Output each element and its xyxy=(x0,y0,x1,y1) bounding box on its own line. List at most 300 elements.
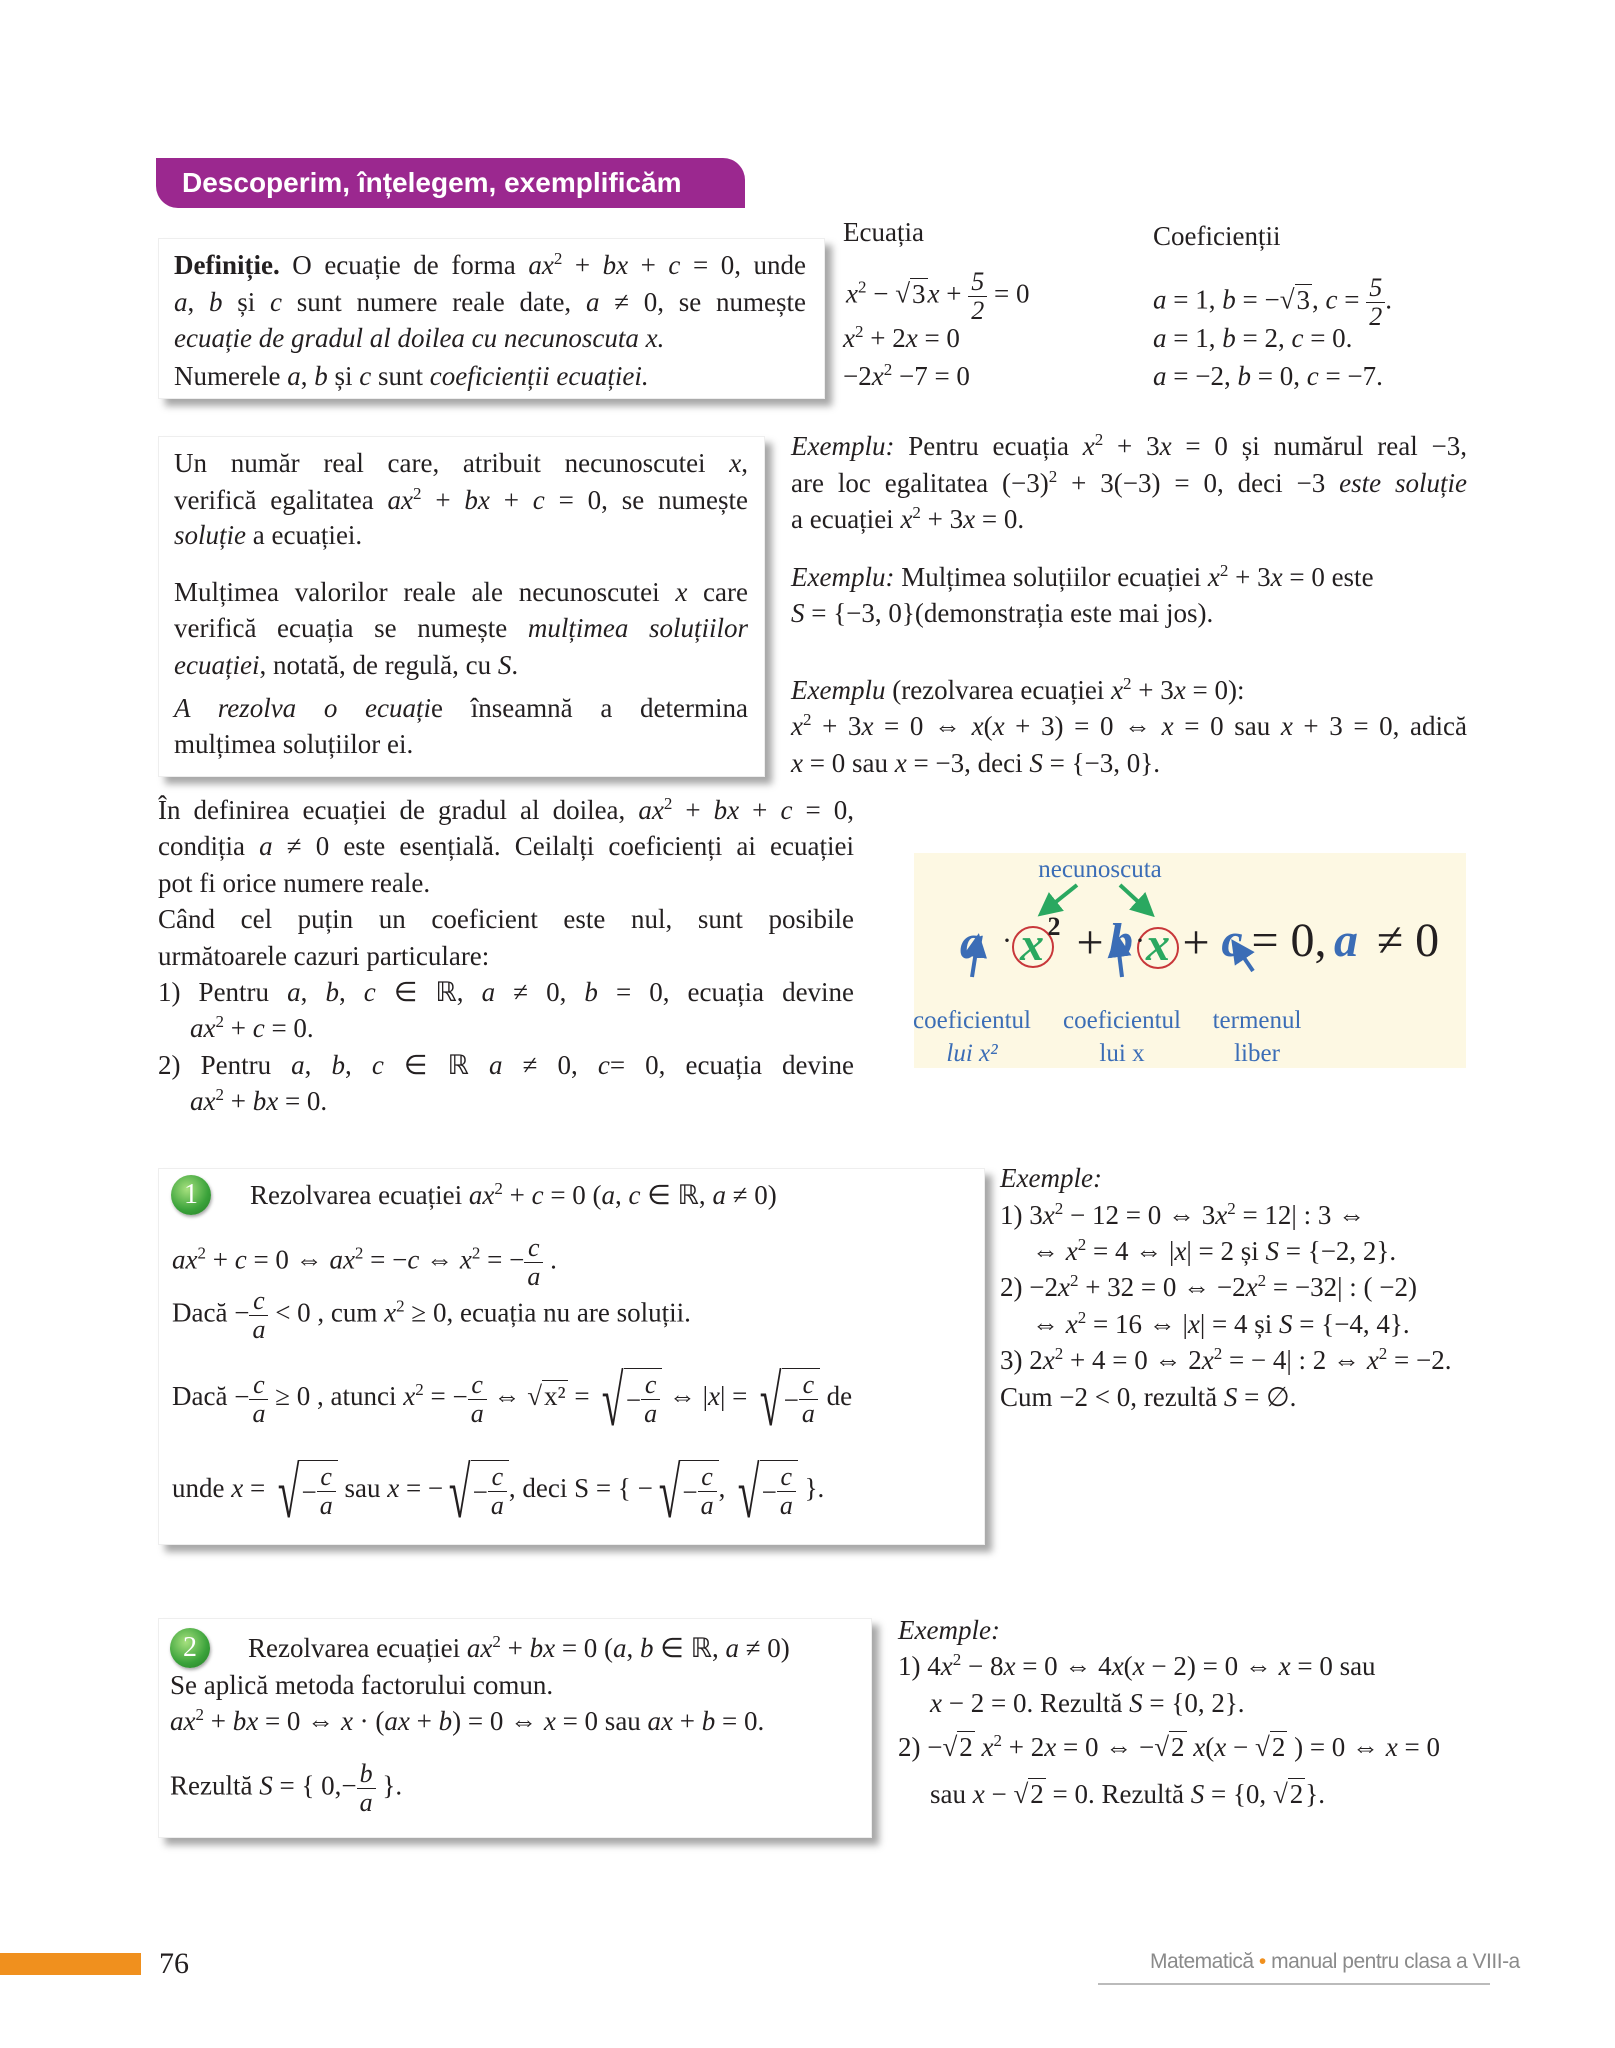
example-line xyxy=(791,428,1467,464)
text: = − 4| : 2 ⇔ xyxy=(1222,1345,1367,1375)
text: | = 4 și xyxy=(1199,1309,1280,1339)
fraction xyxy=(524,1234,543,1291)
text: = − xyxy=(363,1244,408,1275)
italic-text: bx xyxy=(464,485,490,515)
italic-text: bx xyxy=(713,795,740,825)
superscript: 2 xyxy=(1094,430,1104,449)
superscript: 2 xyxy=(396,1296,405,1316)
case1-line xyxy=(172,1233,557,1291)
example-line xyxy=(898,1648,1376,1684)
superscript: 2 xyxy=(215,1085,224,1104)
text: = xyxy=(1337,284,1367,315)
fraction xyxy=(317,1463,336,1520)
text: a ecuației xyxy=(791,504,901,534)
example-line xyxy=(1032,1306,1410,1342)
denominator: a xyxy=(527,1262,541,1291)
italic-text: x xyxy=(1082,431,1095,461)
text: e înseamnă a determina xyxy=(431,693,748,723)
italic-text: c xyxy=(532,485,545,515)
text: , xyxy=(718,1473,733,1504)
footer-accent-bar xyxy=(0,1953,141,1975)
text: . xyxy=(543,1244,557,1275)
text: = 0 xyxy=(987,278,1030,309)
text: = {−3, 0}. xyxy=(1042,748,1160,778)
text: = xyxy=(243,1473,272,1504)
page-number: 76 xyxy=(159,1947,189,1980)
italic-text: a xyxy=(1153,361,1167,391)
coefficient-row xyxy=(1153,320,1352,356)
numerator: c xyxy=(799,1371,818,1400)
italic-text: Exemplu: xyxy=(791,431,895,461)
italic-text: x xyxy=(1280,711,1293,741)
text: unde xyxy=(172,1473,232,1504)
text: sunt xyxy=(371,361,430,391)
case1-line xyxy=(172,1453,825,1533)
text: Rezolvarea ecuației xyxy=(250,1180,469,1210)
denominator: a xyxy=(490,1491,504,1520)
text: = 12| : 3 ⇔ xyxy=(1235,1200,1366,1230)
italic-text: a xyxy=(585,287,600,317)
example-line xyxy=(1000,1342,1452,1378)
footer-rule xyxy=(1098,1983,1490,1985)
italic-text: bx xyxy=(602,250,629,280)
text: 1) 4 xyxy=(898,1651,941,1681)
italic-text: b xyxy=(701,1706,716,1736)
italic-text: ax xyxy=(172,1244,198,1275)
italic-text: c xyxy=(531,1180,544,1210)
text: −7 = 0 xyxy=(892,361,970,391)
superscript: 2 xyxy=(492,1632,501,1651)
text: Se aplică metoda factorului comun. xyxy=(170,1670,554,1700)
text: Rezultă xyxy=(170,1770,260,1801)
text: | = xyxy=(720,1381,755,1412)
text: = 0 ⇔ xyxy=(246,1244,330,1275)
italic-text: x xyxy=(1215,1200,1228,1230)
text: ( xyxy=(983,711,993,741)
radicand: 2 xyxy=(1171,1732,1185,1762)
italic-text: c xyxy=(1306,361,1319,391)
italic-text: x xyxy=(971,711,984,741)
text: 2) Pentru xyxy=(158,1050,292,1080)
text: și xyxy=(327,361,360,391)
text xyxy=(975,1732,982,1762)
example-line xyxy=(1000,1160,1102,1196)
text: + 3) = 0 ⇔ xyxy=(1004,711,1162,741)
italic-text: x xyxy=(1132,1651,1145,1681)
italic-text: a xyxy=(287,977,301,1007)
italic-text: x xyxy=(992,711,1005,741)
italic-text: x xyxy=(861,711,874,741)
radical-icon: √ xyxy=(527,1381,543,1412)
italic-text: x xyxy=(1065,1236,1078,1266)
solution-line xyxy=(174,610,748,646)
square-root xyxy=(1273,1778,1305,1809)
definition-line xyxy=(174,247,806,283)
italic-text: x xyxy=(1187,1309,1200,1339)
arrow-to-x xyxy=(1120,885,1146,909)
fraction xyxy=(249,1371,268,1428)
text: condiția xyxy=(158,831,260,861)
italic-text: S xyxy=(1190,1779,1205,1809)
text: = 0 xyxy=(1397,1732,1441,1762)
equation-row xyxy=(846,267,1030,325)
text: a ecuației. xyxy=(246,520,363,550)
square-root xyxy=(1280,284,1312,315)
fraction xyxy=(357,1760,376,1817)
text: = 16 ⇔ | xyxy=(1086,1309,1188,1339)
text: , deci S = { − xyxy=(508,1473,653,1504)
italic-text: S xyxy=(791,598,805,628)
text: ⇔ xyxy=(1032,1236,1066,1266)
italic-text: bx xyxy=(529,1633,556,1663)
numerator: b xyxy=(357,1760,376,1789)
text: + xyxy=(205,1244,235,1275)
text: + xyxy=(673,1706,702,1736)
radicand: 2 xyxy=(959,1732,973,1762)
quadratic-form-diagram xyxy=(914,853,1466,1068)
text: = 0, ecuația devine xyxy=(609,1050,855,1080)
italic-text: x xyxy=(930,1688,942,1718)
text: = { 0, xyxy=(272,1770,342,1801)
italic-text: S xyxy=(1223,1382,1238,1412)
text: . xyxy=(511,650,519,680)
example-line xyxy=(791,672,1245,708)
italic-text: S xyxy=(1279,1309,1293,1339)
example-line xyxy=(1032,1233,1396,1269)
denominator: a xyxy=(252,1398,266,1428)
text: , xyxy=(1312,284,1326,315)
fraction xyxy=(1366,274,1385,331)
fraction-group xyxy=(1366,274,1385,331)
text: = {0, 2}. xyxy=(1142,1688,1245,1718)
italic-text: bx xyxy=(252,1086,279,1116)
numerator: c xyxy=(249,1287,268,1316)
label-coefficient-x: coeficientul xyxy=(1063,1007,1181,1034)
text: = 2, xyxy=(1235,323,1292,353)
text: . xyxy=(1385,284,1392,315)
radicand: 2 xyxy=(1271,1732,1286,1762)
text: , xyxy=(338,977,364,1007)
case2-line xyxy=(170,1703,764,1739)
italic-text: a xyxy=(481,977,496,1007)
italic-text: ax xyxy=(528,250,554,280)
paragraph-line xyxy=(158,938,489,974)
text: = 0 ⇔ xyxy=(873,711,972,741)
unknown-x-squared: x xyxy=(1020,918,1044,971)
text: ⇔ xyxy=(1032,1309,1066,1339)
denominator: a xyxy=(779,1491,793,1520)
unknown-label: necunoscuta xyxy=(1038,856,1162,883)
denominator: 2 xyxy=(1369,302,1383,331)
text: ⇔ xyxy=(419,1244,460,1275)
italic-text: c xyxy=(1325,284,1338,315)
numerator: c xyxy=(524,1234,543,1263)
numerator: c xyxy=(468,1371,487,1400)
text: = 1, xyxy=(1166,323,1223,353)
superscript: 2 xyxy=(912,503,921,522)
denominator: a xyxy=(470,1398,484,1428)
italic-text: S xyxy=(259,1770,273,1801)
text: ) = 0 ⇔ xyxy=(452,1706,544,1736)
italic-text: Exemplu: xyxy=(791,562,895,592)
superscript: 2 xyxy=(1257,1271,1267,1290)
text: care xyxy=(687,577,748,607)
radicand: 2 xyxy=(1289,1779,1304,1809)
label-free-term: termenul xyxy=(1212,1007,1302,1034)
paragraph-line xyxy=(158,1047,854,1083)
text: ∈ ℝ xyxy=(383,1050,490,1080)
italic-text: b xyxy=(438,1706,453,1736)
text: , notată, de regulă, cu xyxy=(259,650,498,680)
italic-text: ax xyxy=(190,1013,216,1043)
text: de xyxy=(819,1381,853,1412)
italic-text: b xyxy=(331,1050,346,1080)
example-line xyxy=(791,559,1374,595)
exponent: 2 xyxy=(1047,912,1061,941)
text: și xyxy=(222,287,271,317)
text: ≠ 0) xyxy=(725,1180,777,1210)
radicand: 2 xyxy=(1030,1779,1044,1809)
italic-text: ax xyxy=(384,1706,410,1736)
italic-text: c xyxy=(359,361,372,391)
numerator: c xyxy=(777,1463,796,1492)
italic-text: x xyxy=(1003,1651,1016,1681)
text: Rezolvarea ecuației xyxy=(248,1633,467,1663)
italic-text: x xyxy=(1065,1309,1078,1339)
italic-text: x xyxy=(1159,431,1172,461)
text: Un număr real care, atribuit necunoscutei xyxy=(174,448,730,478)
text: verifică egalitatea xyxy=(174,485,388,515)
superscript: 2 xyxy=(413,484,422,503)
text: 2) − xyxy=(898,1732,943,1762)
italic-text: x xyxy=(1201,1345,1214,1375)
numerator: c xyxy=(698,1463,717,1492)
example-line xyxy=(930,1685,1245,1721)
italic-text: a xyxy=(174,287,188,317)
square-root xyxy=(1255,1731,1287,1762)
italic-text: a xyxy=(287,361,301,391)
italic-text: x xyxy=(843,323,855,353)
radical-icon: √ xyxy=(1279,284,1295,315)
section-title: Descoperim, înțelegem, exemplificăm xyxy=(182,167,682,198)
text: , xyxy=(615,1180,629,1210)
fraction xyxy=(698,1463,717,1520)
superscript: 2 xyxy=(354,1243,364,1263)
italic-text: x xyxy=(459,1244,472,1275)
solution-line xyxy=(174,726,413,762)
italic-text: x xyxy=(1366,1345,1379,1375)
text: + xyxy=(223,1086,253,1116)
italic-text: S xyxy=(1029,748,1043,778)
superscript: 2 xyxy=(1077,1235,1087,1254)
italic-text: b xyxy=(209,287,223,317)
radical-icon: √ xyxy=(1272,1779,1288,1809)
numerator: c xyxy=(249,1371,268,1400)
text: ∈ ℝ, xyxy=(375,977,482,1007)
text: = −32| : ( −2) xyxy=(1266,1272,1417,1302)
text: = 0 ⇔ − xyxy=(1056,1732,1155,1762)
italic-text: x xyxy=(340,1706,353,1736)
solution-line xyxy=(174,574,748,610)
text: = 0. xyxy=(278,1086,328,1116)
text: sau xyxy=(337,1473,388,1504)
minus-sign: − xyxy=(234,1297,250,1328)
example-line xyxy=(791,745,1160,781)
minus-sign: − xyxy=(452,1381,468,1412)
example-line xyxy=(1000,1269,1417,1305)
text: 1) Pentru xyxy=(158,977,288,1007)
superscript: 2 xyxy=(663,794,673,813)
square-root-of-fraction xyxy=(443,1453,509,1533)
text: Pentru ecuația xyxy=(894,431,1083,461)
coefficient-row xyxy=(1153,358,1383,394)
fraction xyxy=(488,1463,507,1520)
fraction xyxy=(468,1371,487,1428)
text: + xyxy=(672,795,714,825)
radical-icon: √ xyxy=(737,1453,760,1533)
superscript: 2 xyxy=(494,1179,503,1198)
denominator: a xyxy=(359,1788,373,1817)
superscript: 2 xyxy=(1054,1344,1064,1363)
text: , xyxy=(741,448,748,478)
text: −2 xyxy=(843,361,872,391)
radical-icon: √ xyxy=(1255,1732,1270,1762)
text: are loc egalitatea (−3) xyxy=(791,468,1049,498)
text: 2) −2 xyxy=(1000,1272,1058,1302)
italic-text: a xyxy=(1153,323,1167,353)
text: + 3(−3) = 0, deci −3 xyxy=(1057,468,1340,498)
text: = 1, xyxy=(1166,284,1223,315)
italic-text: x xyxy=(729,448,742,478)
superscript: 2 xyxy=(1219,561,1229,580)
text: = {−3, 0}(demonstrația este mai jos). xyxy=(804,598,1214,628)
minus-sign: − xyxy=(682,1476,698,1507)
example-line xyxy=(791,501,1024,537)
text: Mulțimea valorilor reale ale necunoscutei xyxy=(174,577,676,607)
italic-text: a xyxy=(489,1050,503,1080)
italic-text: soluție xyxy=(174,520,246,550)
paragraph-line xyxy=(158,865,430,901)
fraction xyxy=(249,1287,268,1344)
italic-text: b xyxy=(1237,361,1251,391)
paragraph-line xyxy=(158,901,854,937)
text: + 3 xyxy=(1228,562,1271,592)
text: Numerele xyxy=(174,361,288,391)
text: = −3, deci xyxy=(906,748,1030,778)
text: = {−4, 4}. xyxy=(1292,1309,1410,1339)
case1-line xyxy=(172,1361,853,1441)
text: ≠ 0) xyxy=(738,1633,790,1663)
plus-sign: + xyxy=(1076,916,1104,969)
text: + 32 = 0 ⇔ −2 xyxy=(1078,1272,1246,1302)
italic-text: x xyxy=(1385,1732,1398,1762)
text: | = 2 și xyxy=(1186,1236,1266,1266)
italic-text: a xyxy=(259,831,273,861)
text: = 0 sau xyxy=(1290,1651,1376,1681)
italic-text: x xyxy=(905,323,918,353)
radicand xyxy=(782,1368,820,1428)
italic-text: b xyxy=(1222,284,1236,315)
radicand xyxy=(471,1460,509,1520)
radical-icon: √ xyxy=(1013,1779,1029,1809)
text: + 2 xyxy=(1002,1732,1045,1762)
bold-text: Definiție. xyxy=(174,250,280,280)
italic-text: x xyxy=(1173,675,1186,705)
italic-text: b xyxy=(1222,323,1236,353)
equation-row xyxy=(843,320,960,356)
minus-sign: − xyxy=(341,1770,357,1801)
text: următoarele cazuri particulare: xyxy=(158,941,490,971)
italic-text: Exemple: xyxy=(1000,1163,1102,1193)
italic-text: x xyxy=(403,1381,416,1412)
text: ⇔ xyxy=(486,1381,528,1412)
text: = 0 ⇔ 4 xyxy=(1015,1651,1112,1681)
radical-icon: √ xyxy=(602,1361,624,1441)
definition-line xyxy=(174,320,664,356)
text: , xyxy=(304,1050,332,1080)
text: Cum −2 < 0, rezultă xyxy=(1000,1382,1224,1412)
text: , xyxy=(187,287,210,317)
italic-text: x xyxy=(1111,675,1124,705)
text: − xyxy=(866,278,896,309)
text: + xyxy=(739,795,781,825)
text: (rezolvarea ecuației xyxy=(885,675,1112,705)
italic-text: x xyxy=(1278,1651,1291,1681)
bullet-icon: • xyxy=(1258,1950,1266,1973)
minus-sign: − xyxy=(783,1384,799,1415)
text: sau xyxy=(930,1779,973,1809)
italic-text: ax xyxy=(387,485,413,515)
superscript: 2 xyxy=(1069,1271,1079,1290)
case2-line xyxy=(170,1759,403,1817)
italic-text: x xyxy=(1057,1272,1070,1302)
example-line xyxy=(898,1612,1000,1648)
text: = 0. Rezultă xyxy=(1045,1779,1191,1809)
example-line xyxy=(1000,1197,1365,1233)
coefficients-column-header: Coeficienții xyxy=(1153,221,1281,251)
italic-text: Exemplu xyxy=(791,675,886,705)
radical-icon: √ xyxy=(895,278,911,309)
radical-icon: √ xyxy=(759,1361,782,1441)
italic-text: c xyxy=(1291,323,1304,353)
superscript: 2 xyxy=(1213,1344,1223,1363)
example-line xyxy=(791,708,1467,744)
text: − 8 xyxy=(961,1651,1004,1681)
numerator: c xyxy=(317,1463,336,1492)
text: }. xyxy=(375,1770,403,1801)
text: = 0. xyxy=(1303,323,1353,353)
superscript: 2 xyxy=(471,1243,481,1263)
text: În definirea ecuației de gradul al doilea, xyxy=(158,795,639,825)
text: + xyxy=(939,278,969,309)
minus-sign: − xyxy=(472,1476,488,1507)
label-coefficient-x2: coeficientul xyxy=(913,1007,1031,1034)
italic-text: x xyxy=(231,1473,244,1504)
text: = ∅. xyxy=(1237,1382,1297,1412)
text: verifică ecuația se numește xyxy=(174,613,528,643)
numerator: c xyxy=(641,1371,660,1400)
italic-text: x xyxy=(846,278,858,309)
paragraph-line xyxy=(158,828,854,864)
text: 3) 2 xyxy=(1000,1345,1043,1375)
text: }. xyxy=(797,1473,825,1504)
italic-text: ecuației xyxy=(174,650,260,680)
text: = 0. xyxy=(715,1706,765,1736)
radical-icon: √ xyxy=(448,1453,471,1533)
radicand: x² xyxy=(544,1381,566,1412)
italic-text: ecuație de gradul al doilea cu necunoscuta x. xyxy=(174,323,665,353)
superscript: 2 xyxy=(1048,467,1058,486)
